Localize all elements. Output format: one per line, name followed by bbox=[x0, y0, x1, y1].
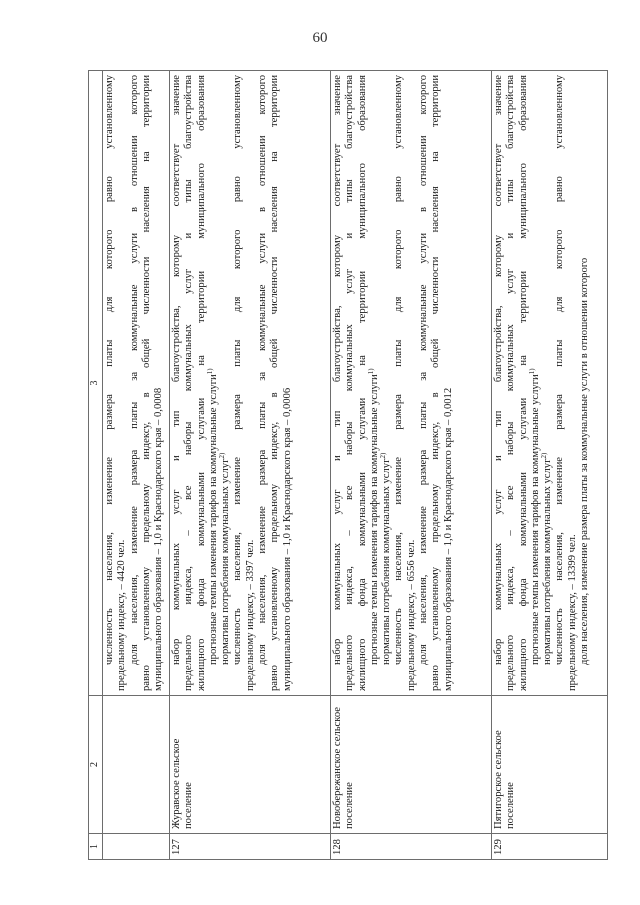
text-line: прогнозные темпы изменения тарифов на коммунальные услуги$^{1)}$ bbox=[527, 368, 541, 665]
text-line: предельного индекса, – все наборы коммунальных услуг и типы благоустройства bbox=[344, 75, 356, 691]
footnote-ref: 1) bbox=[205, 368, 214, 375]
page-number: 60 bbox=[312, 30, 328, 46]
text-line: нормативы потребления коммунальных услуг$^{2)}$ bbox=[379, 452, 393, 665]
cell-name: Новобережанское сельское поселение bbox=[331, 696, 492, 834]
cell-name: Журавское сельское поселение bbox=[170, 696, 331, 834]
text-line: численность населения, изменение размера платы для которого равно установленному bbox=[554, 75, 566, 665]
footnote-ref: 1) bbox=[366, 368, 375, 375]
table-row bbox=[170, 71, 331, 860]
text-line: доля населения, изменение размера платы за коммунальные услуги в отношении которого bbox=[257, 75, 269, 665]
text-line: муниципального образования – 1,0 и Краснодарского края – 0,0006 bbox=[281, 387, 293, 691]
footnote-ref: 2) bbox=[218, 452, 227, 459]
table-row bbox=[331, 71, 492, 860]
text-line: предельному индексу, – 6556 чел. bbox=[405, 539, 417, 691]
text-line: равно установленному предельному индексу, в общей численности населения на территории bbox=[430, 75, 442, 691]
cell-name bbox=[103, 696, 170, 834]
text-line: муниципального образования – 1,0 и Краснодарского края – 0,0012 bbox=[442, 387, 454, 691]
header-col-3: 3 bbox=[89, 71, 103, 696]
table-header-row bbox=[89, 71, 103, 860]
text-line: муниципального образования – 1,0 и Краснодарского края – 0,0008 bbox=[153, 387, 165, 691]
text-line: набор коммунальных услуг и тип благоустройства, которому соответствует значение bbox=[332, 75, 343, 665]
text-line: жилищного фонда коммунальными услугами на территории муниципального образования bbox=[517, 75, 529, 691]
text-line: доля населения, изменение размера платы за коммунальные услуги в отношении которого bbox=[579, 257, 591, 665]
text-line: предельному индексу, – 4420 чел. bbox=[116, 539, 128, 691]
text-line: прогнозные темпы изменения тарифов на коммунальные услуги$^{1)}$ bbox=[366, 368, 380, 665]
cell-description bbox=[103, 71, 170, 696]
text-line: равно установленному предельному индексу, в общей численности населения на территории bbox=[140, 75, 152, 691]
text-line: набор коммунальных услуг и тип благоустройства, которому соответствует значение bbox=[171, 75, 182, 665]
cell-description bbox=[170, 71, 331, 696]
text-line: численность населения, изменение размера платы для которого равно установленному bbox=[393, 75, 405, 665]
cell-name: Пятигорское сельское поселение bbox=[492, 696, 608, 834]
text-line: предельного индекса, – все наборы коммунальных услуг и типы благоустройства bbox=[505, 75, 517, 691]
footnote-ref: 1) bbox=[527, 368, 536, 375]
cell-num: 127 bbox=[170, 834, 331, 860]
text-line: прогнозные темпы изменения тарифов на коммунальные услуги$^{1)}$ bbox=[205, 368, 219, 665]
text-line: набор коммунальных услуг и тип благоустройства, которому соответствует значение bbox=[493, 75, 504, 665]
text-line: предельному индексу, – 3397 чел. bbox=[244, 539, 256, 691]
header-col-1: 1 bbox=[89, 834, 103, 860]
footnote-ref: 2) bbox=[540, 452, 549, 459]
header-col-2: 2 bbox=[89, 696, 103, 834]
footnote-ref: 2) bbox=[379, 452, 388, 459]
cell-num: 128 bbox=[331, 834, 492, 860]
text-line: доля населения, изменение размера платы за коммунальные услуги в отношении которого bbox=[128, 75, 140, 665]
table-row bbox=[492, 71, 608, 860]
cell-description bbox=[331, 71, 492, 696]
text-line: нормативы потребления коммунальных услуг$^{2)}$ bbox=[218, 452, 232, 665]
text-line: нормативы потребления коммунальных услуг$^{2)}$ bbox=[540, 452, 554, 665]
text-line: численность населения, изменение размера платы для которого равно установленному bbox=[232, 75, 244, 665]
tariff-index-table bbox=[88, 70, 608, 860]
table-row-continuation bbox=[103, 71, 170, 860]
rotated-table-container bbox=[88, 70, 603, 860]
text-line: предельному индексу, – 13399 чел. bbox=[566, 534, 578, 691]
text-line: жилищного фонда коммунальными услугами на территории муниципального образования bbox=[356, 75, 368, 691]
cell-description bbox=[492, 71, 608, 696]
cell-num: 129 bbox=[492, 834, 608, 860]
cell-num bbox=[103, 834, 170, 860]
text-line: равно установленному предельному индексу, в общей численности населения на территории bbox=[269, 75, 281, 691]
text-line: численность населения, изменение размера платы для которого равно установленному bbox=[104, 75, 115, 665]
text-line: жилищного фонда коммунальными услугами на территории муниципального образования bbox=[195, 75, 207, 691]
text-line: предельного индекса, – все наборы коммунальных услуг и типы благоустройства bbox=[183, 75, 195, 691]
text-line: доля населения, изменение размера платы за коммунальные услуги в отношении которого bbox=[418, 75, 430, 665]
